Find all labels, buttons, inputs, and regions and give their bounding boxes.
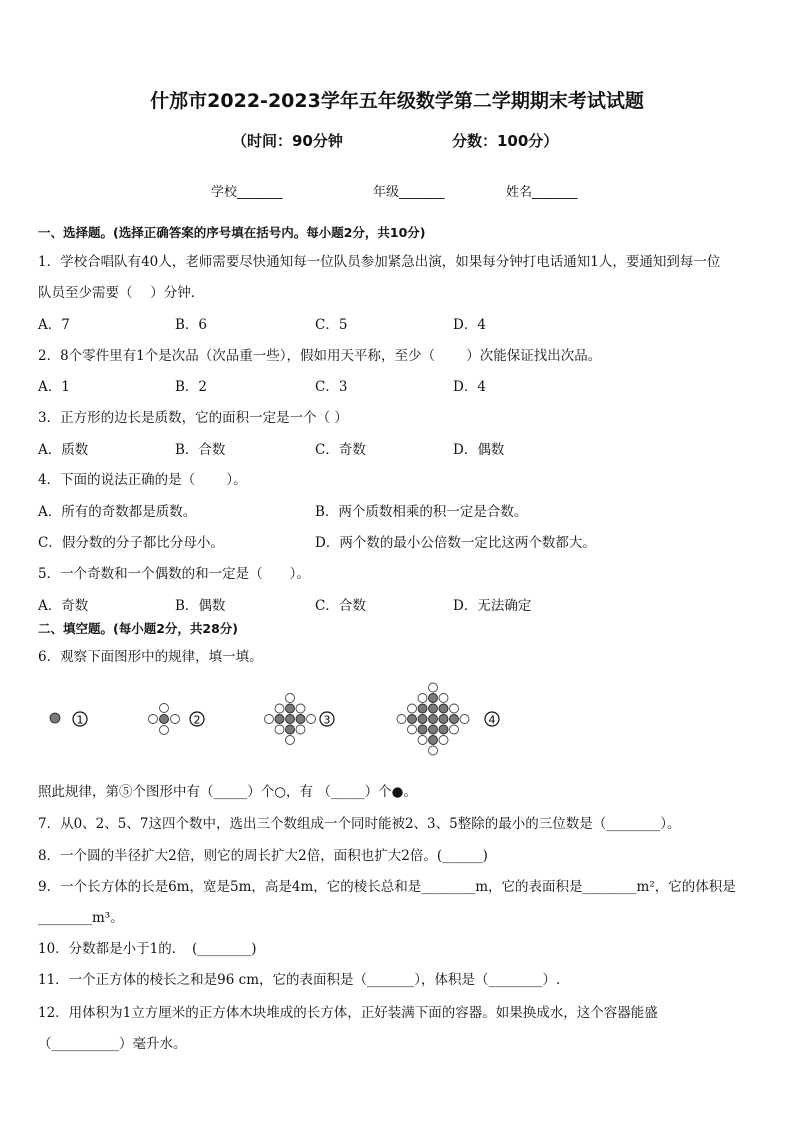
filled-dot xyxy=(50,713,60,723)
section-heading-fill: 二、填空题。(每小题2分，共28分) xyxy=(38,621,239,636)
q4-option-a: A．所有的奇数都是质数。 xyxy=(38,504,197,520)
question-10: 10．分数都是小于1的． (________) xyxy=(38,941,257,957)
q3-option-b: B．合数 xyxy=(175,442,226,458)
open-dot xyxy=(275,725,284,734)
filled-dot xyxy=(439,725,448,734)
q1-option-a: A．7 xyxy=(38,317,70,333)
q2-option-c: C．3 xyxy=(315,379,348,395)
filled-dot xyxy=(296,715,305,724)
exam-score: 分数：100分） xyxy=(452,132,559,150)
open-dot xyxy=(171,715,180,724)
filled-dot xyxy=(275,715,284,724)
q5-option-b: B．偶数 xyxy=(175,598,226,614)
q3-option-c: C．奇数 xyxy=(315,442,366,458)
q1-option-b: B．6 xyxy=(175,317,208,333)
question-6: 6．观察下面图形中的规律，填一填。 xyxy=(38,649,263,665)
question-12-line2: （__________）毫升水。 xyxy=(38,1036,187,1052)
pattern-3 xyxy=(265,694,335,745)
question-6-fill: 照此规律，第⑤个图形中有（_____）个○，有 （_____）个●。 xyxy=(38,784,417,800)
grade-field: 年级_______ xyxy=(373,185,445,200)
label-1: 1 xyxy=(76,713,84,727)
pattern-1 xyxy=(50,712,87,727)
question-4: 4．下面的说法正确的是（ ）。 xyxy=(38,472,247,488)
open-dot xyxy=(296,725,305,734)
open-dot xyxy=(286,736,295,745)
question-12-line1: 12．用体积为1立方厘米的正方体木块堆成的长方体，正好装满下面的容器。如果换成水，这个容器能盛 xyxy=(38,1005,658,1021)
dot-pattern-figure xyxy=(30,682,550,762)
filled-dot xyxy=(286,715,295,724)
filled-dot xyxy=(408,715,417,724)
open-dot xyxy=(450,725,459,734)
q5-option-a: A．奇数 xyxy=(38,598,89,614)
open-dot xyxy=(460,715,469,724)
open-dot xyxy=(429,683,438,692)
filled-dot xyxy=(439,704,448,713)
filled-dot xyxy=(418,715,427,724)
open-dot xyxy=(160,704,169,713)
question-11: 11．一个正方体的棱长之和是96 cm，它的表面积是（_______），体积是（________）. xyxy=(38,972,561,988)
q5-option-c: C．合数 xyxy=(315,598,366,614)
q4-option-b: B．两个质数相乘的积一定是合数。 xyxy=(315,504,528,520)
q2-option-d: D．4 xyxy=(453,379,486,395)
filled-dot xyxy=(286,725,295,734)
open-dot xyxy=(307,715,316,724)
open-dot xyxy=(418,736,427,745)
filled-dot xyxy=(429,736,438,745)
question-1-line1: 1．学校合唱队有40人，老师需要尽快通知每一位队员参加紧急出演，如果每分钟打电话通知1人，要通知到每一位 xyxy=(38,254,721,270)
pattern-2 xyxy=(149,704,205,735)
open-dot xyxy=(450,704,459,713)
open-dot xyxy=(160,726,169,735)
open-dot xyxy=(296,704,305,713)
question-9-line1: 9．一个长方体的长是6m，宽是5m，高是4m，它的棱长总和是________m，它的表面积是________m²，它的体积是 xyxy=(38,879,736,895)
open-dot xyxy=(429,746,438,755)
filled-dot xyxy=(418,704,427,713)
q4-option-c: C．假分数的分子都比分母小。 xyxy=(38,535,224,551)
open-dot xyxy=(408,704,417,713)
question-3: 3．正方形的边长是质数，它的面积一定是一个（ ） xyxy=(38,410,348,426)
q4-option-d: D．两个数的最小公倍数一定比这两个数都大。 xyxy=(315,535,596,551)
filled-dot xyxy=(439,715,448,724)
pattern-4 xyxy=(397,683,499,755)
q1-option-c: C．5 xyxy=(315,317,348,333)
label-2: 2 xyxy=(193,713,201,727)
section-heading-choice: 一、选择题。(选择正确答案的序号填在括号内。每小题2分，共10分) xyxy=(38,225,426,240)
open-dot xyxy=(439,694,448,703)
question-9-line2: ________m³。 xyxy=(38,910,124,926)
open-dot xyxy=(275,704,284,713)
question-5: 5．一个奇数和一个偶数的和一定是（ ）。 xyxy=(38,566,310,582)
open-dot xyxy=(265,715,274,724)
open-dot xyxy=(149,715,158,724)
question-1-line2: 队员至少需要（ ）分钟． xyxy=(38,285,205,301)
q3-option-d: D．偶数 xyxy=(453,442,505,458)
open-dot xyxy=(286,694,295,703)
name-field: 姓名_______ xyxy=(506,185,578,200)
q2-option-a: A．1 xyxy=(38,379,70,395)
filled-dot xyxy=(429,694,438,703)
open-dot xyxy=(408,725,417,734)
filled-dot xyxy=(160,715,169,724)
school-field: 学校_______ xyxy=(211,185,283,200)
filled-dot xyxy=(286,704,295,713)
question-7: 7．从0、2、5、7这四个数中，选出三个数组成一个同时能被2、3、5整除的最小的三位数是（________）。 xyxy=(38,816,681,832)
open-dot xyxy=(439,736,448,745)
q1-option-d: D．4 xyxy=(453,317,486,333)
filled-dot xyxy=(429,704,438,713)
q2-option-b: B．2 xyxy=(175,379,208,395)
q3-option-a: A．质数 xyxy=(38,442,89,458)
open-dot xyxy=(418,694,427,703)
filled-dot xyxy=(429,725,438,734)
exam-time: （时间：90分钟 xyxy=(232,132,343,150)
open-dot xyxy=(397,715,406,724)
label-3: 3 xyxy=(323,713,331,727)
question-8: 8．一个圆的半径扩大2倍，则它的周长扩大2倍，面积也扩大2倍。(______) xyxy=(38,848,488,864)
filled-dot xyxy=(429,715,438,724)
page-title: 什邡市2022-2023学年五年级数学第二学期期末考试试题 xyxy=(150,90,644,112)
filled-dot xyxy=(450,715,459,724)
label-4: 4 xyxy=(488,713,496,727)
filled-dot xyxy=(418,725,427,734)
q5-option-d: D．无法确定 xyxy=(453,598,532,614)
question-2: 2．8个零件里有1个是次品（次品重一些），假如用天平称，至少（ ）次能保证找出次品。 xyxy=(38,348,602,364)
